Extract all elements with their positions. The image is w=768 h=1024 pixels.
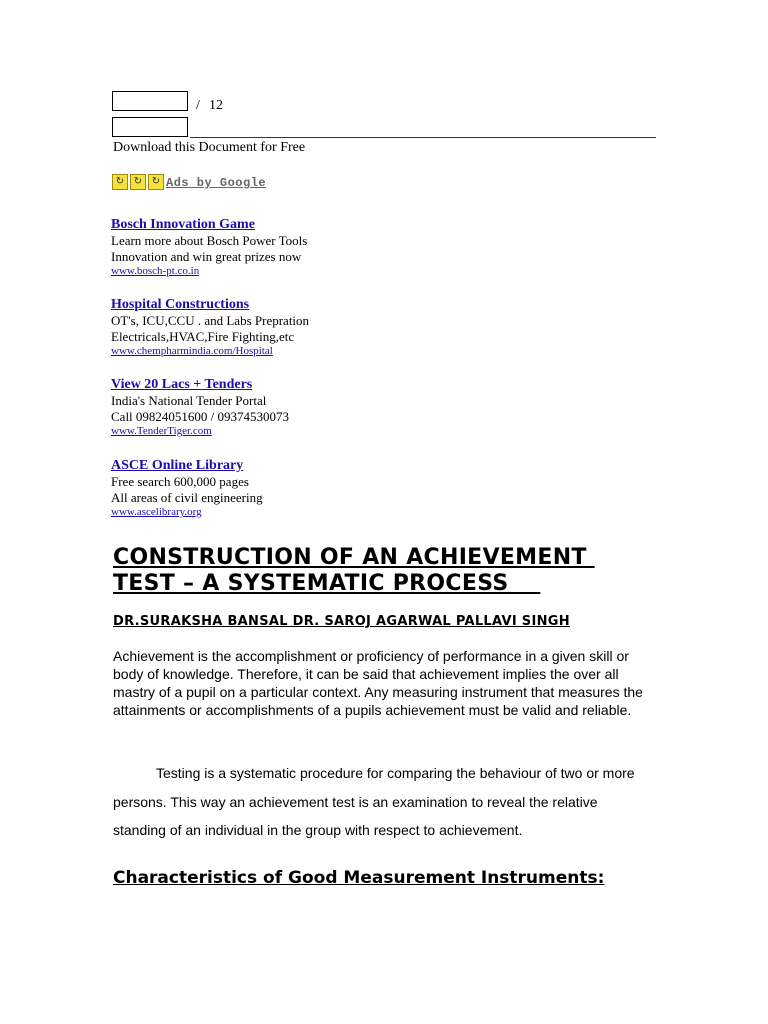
- search-input[interactable]: [112, 117, 188, 137]
- ad-item: [111, 458, 263, 518]
- ads-by-google-label[interactable]: Ads by Google: [166, 176, 267, 190]
- ad-title[interactable]: View 20 Lacs + Tenders: [111, 377, 253, 392]
- paragraph: Achievement is the accomplishment or proficiency of performance in a given skill or body of knowledge. Therefore, it can be said that achievement implies the over all mastry of a pupil on a particular context. Any measuring instrument that measures the attainments or accomplishments of a pupils achievement must be valid and reliable.: [113, 648, 643, 718]
- ad-url[interactable]: www.bosch-pt.co.in: [111, 265, 200, 277]
- ad-title[interactable]: Bosch Innovation Game: [111, 217, 255, 232]
- ad-description: Electricals,HVAC,Fire Fighting,etc: [111, 329, 295, 344]
- document-title-line-2: TEST – A SYSTEMATIC PROCESS: [113, 571, 541, 596]
- ad-description: All areas of civil engineering: [111, 490, 263, 505]
- ad-choice-icon[interactable]: ↻: [130, 174, 146, 190]
- document-title-line-1: CONSTRUCTION OF AN ACHIEVEMENT: [113, 545, 595, 570]
- ad-description: OT's, ICU,CCU . and Labs Prepration: [111, 313, 310, 328]
- page-separator: /: [196, 98, 200, 113]
- section-heading: Characteristics of Good Measurement Instruments:: [113, 868, 605, 888]
- ad-url[interactable]: www.chempharmindia.com/Hospital: [111, 345, 273, 357]
- download-link[interactable]: Download this Document for Free: [113, 140, 306, 155]
- ad-description: Free search 600,000 pages: [111, 474, 249, 489]
- ad-choice-icon[interactable]: ↻: [148, 174, 164, 190]
- ad-url[interactable]: www.TenderTiger.com: [111, 425, 212, 437]
- ad-description: Call 09824051600 / 09374530073: [111, 409, 290, 424]
- ad-url[interactable]: www.ascelibrary.org: [111, 506, 202, 518]
- paragraph: Testing is a systematic procedure for comparing the behaviour of two or more persons. This way an achievement test is an examination to reveal the relative standing of an individual in the group with respect to achievement.: [113, 765, 635, 838]
- ad-choice-icon[interactable]: ↻: [112, 174, 128, 190]
- divider: [190, 137, 656, 138]
- ad-item: [111, 297, 309, 357]
- ads-by-google-header[interactable]: [112, 173, 266, 191]
- total-pages: 12: [209, 98, 223, 113]
- ad-item: [111, 217, 307, 277]
- ad-title[interactable]: Hospital Constructions: [111, 297, 250, 312]
- ad-item: [111, 377, 289, 437]
- ad-description: Innovation and win great prizes now: [111, 249, 302, 264]
- ad-title[interactable]: ASCE Online Library: [111, 458, 244, 473]
- ad-description: Learn more about Bosch Power Tools: [111, 233, 308, 248]
- document-authors: DR.SURAKSHA BANSAL DR. SAROJ AGARWAL PALLAVI SINGH: [113, 614, 570, 629]
- page-number-input[interactable]: [112, 91, 188, 111]
- ad-description: India's National Tender Portal: [111, 393, 267, 408]
